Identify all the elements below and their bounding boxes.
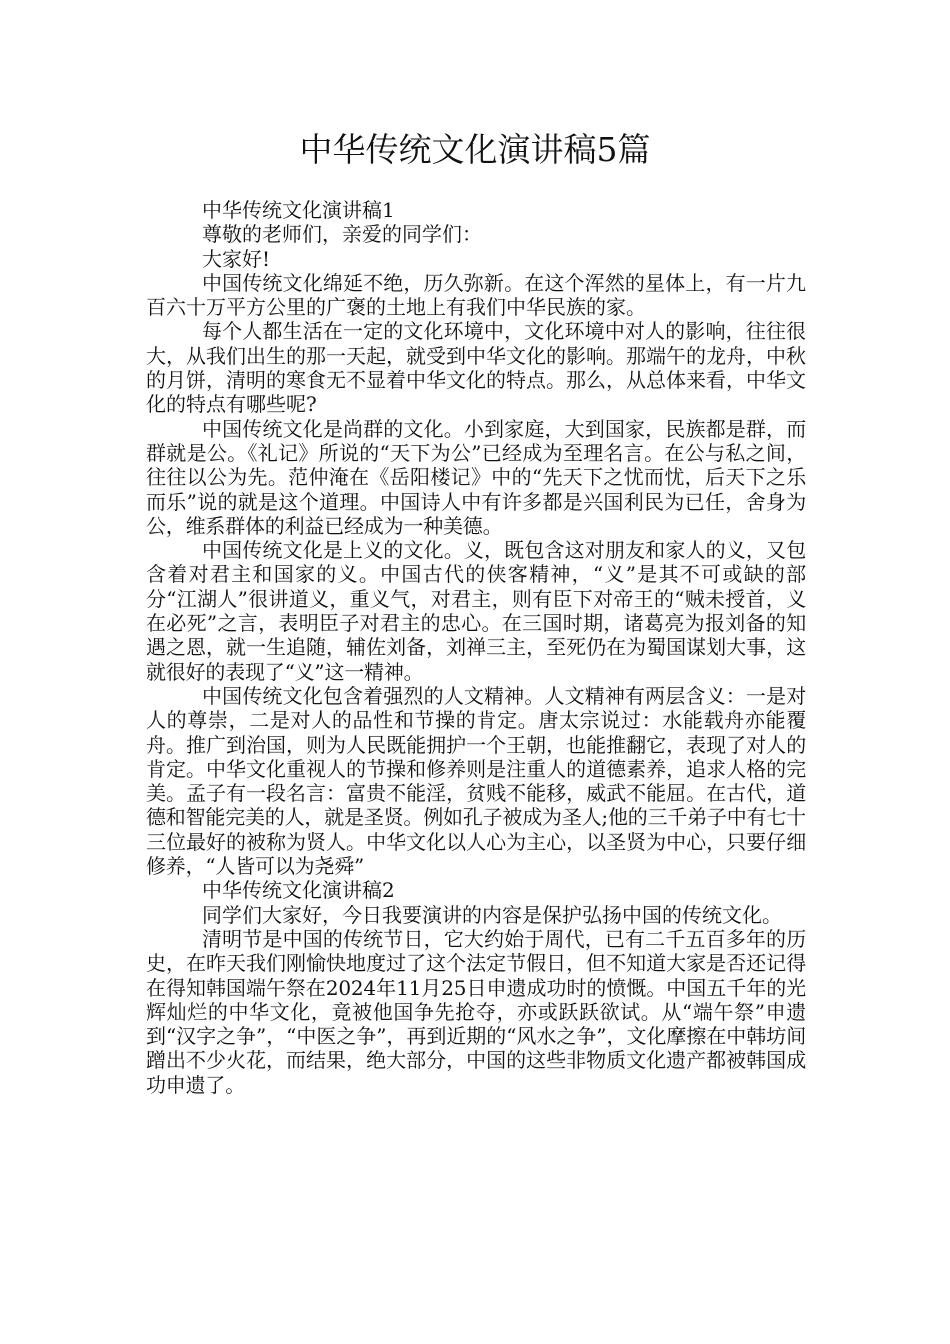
document-body [146,198,806,1097]
section-heading-2: 中华传统文化演讲稿2 [202,878,395,903]
section-heading-1: 中华传统文化演讲稿1 [202,198,395,222]
paragraph: 清明节是中国的传统节日，它大约始于周代，已有二千五百多年的历史，在昨天我们刚愉快地度过了这个法定节假日，但不知道大家是否还记得在得知韩国端午祭在2024年11月25日申遗成功时的愤慨。中国五千年的光辉灿烂的中华文化，竟被他国争先抢夺，亦或跃跃欲试。从“端午祭”申遗到“汉字之争”，“中医之争”，再到近期的“风水之争”，文化摩擦在中韩坊间蹭出不少火花，而结果，绝大部分，中国的这些非物质文化遗产都被韩国成功申遗了。 [146,926,806,1097]
paragraph: 中国传统文化是尚群的文化。小到家庭，大到国家，民族都是群，而群就是公。《礼记》所说的“天下为公”已经成为至理名言。在公与私之间，往往以公为先。范仲淹在《岳阳楼记》中的“先天下之忧而忧，后天下之乐而乐”说的就是这个道理。中国诗人中有许多都是兴国利民为已任，舍身为公，维系群体的利益已经成为一种美德。 [146,416,806,538]
paragraph: 中国传统文化是上义的文化。义，既包含这对朋友和家人的义，又包含着对君主和国家的义。中国古代的侠客精神，“义”是其不可或缺的部分“江湖人”很讲道义，重义气，对君主，则有臣下对帝王的“贼未授首，义在必死”之言，表明臣子对君主的忠心。在三国时期，诸葛亮为报刘备的知遇之恩，就一生追随，辅佐刘备，刘禅三主，至死仍在为蜀国谋划大事，这就很好的表现了“义”这一精神。 [146,538,806,684]
paragraph: 同学们大家好，今日我要演讲的内容是保护弘扬中国的传统文化。 [202,902,782,927]
paragraph: 中国传统文化包含着强烈的人文精神。人文精神有两层含义：一是对人的尊崇，二是对人的品性和节操的肯定。唐太宗说过：水能载舟亦能覆舟。推广到治国，则为人民既能拥护一个王朝，也能推翻它，表现了对人的肯定。中华文化重视人的节操和修养则是注重人的道德素养，追求人格的完美。孟子有一段名言：富贵不能淫，贫贱不能移，威武不能屈。在古代，道德和智能完美的人，就是圣贤。例如孔子被成为圣人;他的三千弟子中有七十三位最好的被称为贤人。中华文化以人心为主心，以圣贤为中心，只要仔细修养，“人皆可以为尧舜” [146,683,806,879]
salutation: 尊敬的老师们，亲爱的同学们： [202,222,482,247]
greeting: 大家好! [202,246,271,271]
paragraph: 中国传统文化绵延不绝，历久弥新。在这个浑然的星体上，有一片九百六十万平方公里的广褒的土地上有我们中华民族的家。 [146,270,806,320]
document-title: 中华传统文化演讲稿5篇 [299,130,651,169]
paragraph: 每个人都生活在一定的文化环境中，文化环境中对人的影响，往往很大，从我们出生的那一天起，就受到中华文化的影响。那端午的龙舟，中秋的月饼，清明的寒食无不显着中华文化的特点。那么，从总体来看，中华文化的特点有哪些呢? [146,319,806,417]
